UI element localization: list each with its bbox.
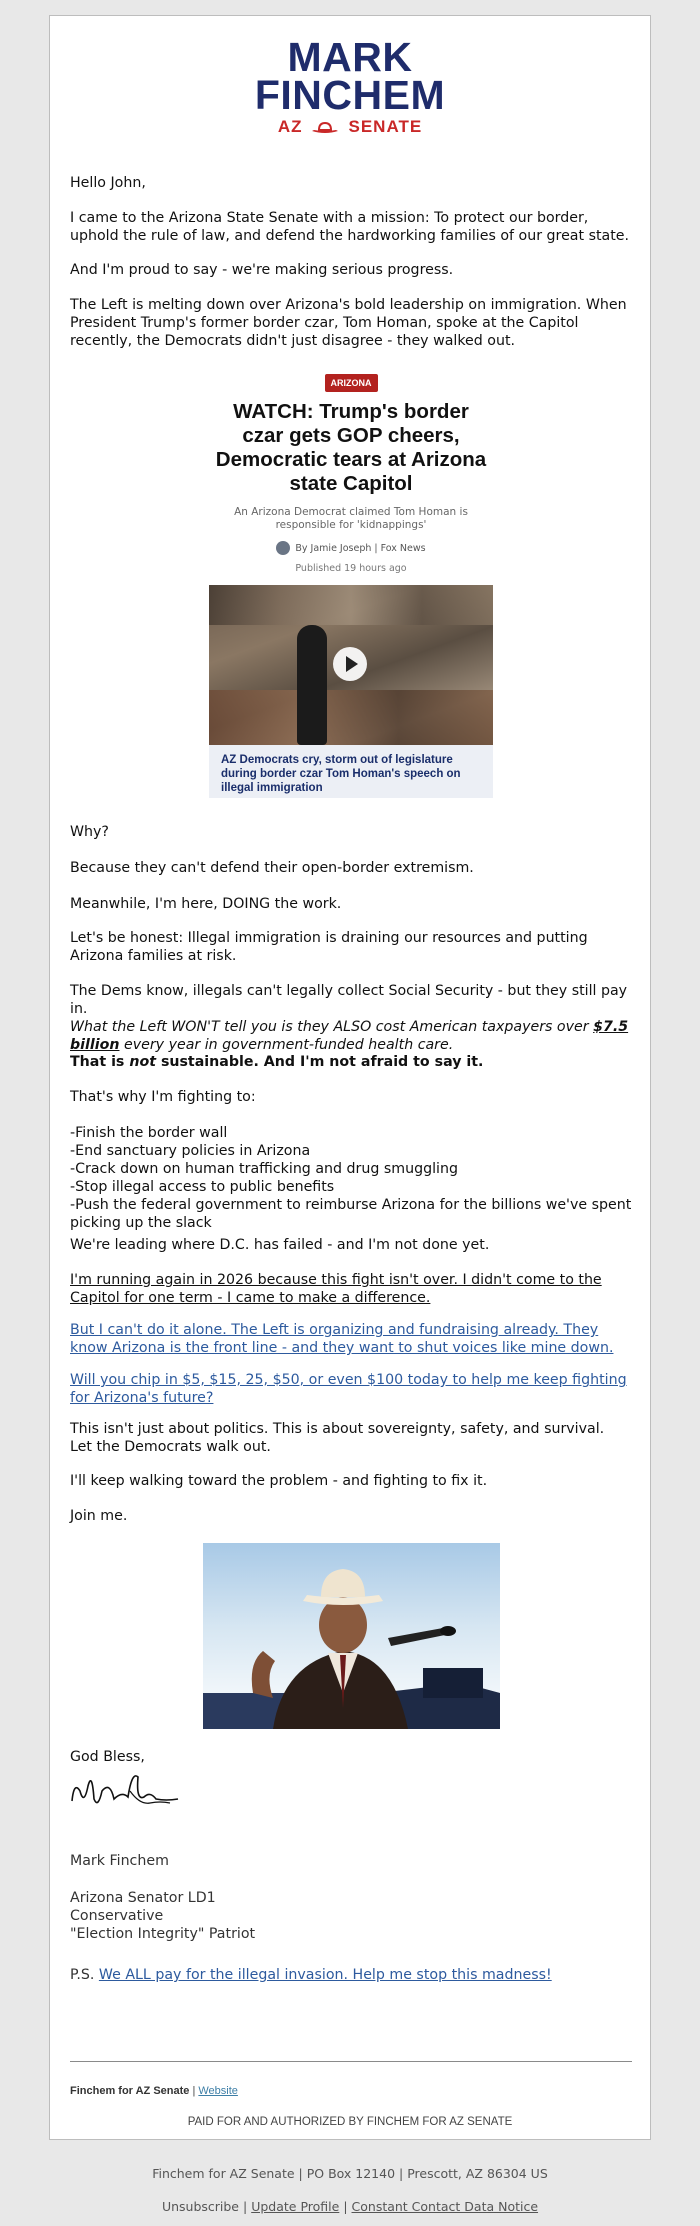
video-caption[interactable]: AZ Democrats cry, storm out of legislature during border czar Tom Homan's speech on illegal immigration xyxy=(209,745,493,798)
not-sustainable-text xyxy=(70,1053,632,1071)
signature-image xyxy=(70,1761,180,1821)
left-wont-text: What the Left WON'T tell you is they ALSO cost American taxpayers over xyxy=(70,1019,589,1035)
play-icon[interactable] xyxy=(333,647,367,681)
email-card xyxy=(49,15,651,2140)
logo-az: AZ xyxy=(277,117,303,136)
video-bg-top xyxy=(209,585,493,625)
video-bg-floor xyxy=(209,690,493,745)
meanwhile-text: Meanwhile, I'm here, DOING the work. xyxy=(70,896,342,912)
why-text: Why? xyxy=(70,824,109,840)
ps-link[interactable]: We ALL pay for the illegal invasion. Help me stop this madness! xyxy=(98,1967,552,1983)
cant-alone-link[interactable]: But I can't do it alone. The Left is organizing and fundraising already. They know Arizona is the front line - and they want to shut voices like mine down. xyxy=(70,1322,614,1356)
footer-org: Finchem for AZ Senate xyxy=(70,2085,190,2097)
footer-divider xyxy=(70,2061,632,2062)
paragraph-left-meltdown: The Left is melting down over Arizona's bold leadership on immigration. When President Trump's former border czar, Tom Homan, spoke at the Capitol recently, the Democrats didn't just disagree - they walked out. xyxy=(70,297,627,349)
paragraph-progress: And I'm proud to say - we're making serious progress. xyxy=(70,262,454,278)
candidate-photo xyxy=(203,1543,500,1729)
list-item: -Finish the border wall xyxy=(70,1125,228,1141)
author-avatar xyxy=(276,541,290,555)
logo-subtitle xyxy=(50,117,650,137)
cost-paragraph xyxy=(70,982,632,1054)
title-line-1: Arizona Senator LD1 xyxy=(70,1890,216,1906)
signature-titles xyxy=(70,1889,632,1943)
title-line-2: Conservative xyxy=(70,1908,164,1924)
article-tag: ARIZONA xyxy=(325,374,378,392)
signature-name: Mark Finchem xyxy=(70,1853,169,1869)
video-figure xyxy=(297,625,327,745)
news-article-card[interactable] xyxy=(210,371,492,574)
leading-text: We're leading where D.C. has failed - and I'm not done yet. xyxy=(70,1237,490,1253)
join-text: Join me. xyxy=(70,1508,128,1524)
greeting: Hello John, xyxy=(70,175,146,191)
left-wont-end-text: every year in government-funded health care. xyxy=(123,1037,454,1053)
update-profile-link[interactable]: Update Profile xyxy=(251,2199,340,2214)
sender-address: Finchem for AZ Senate | PO Box 12140 | Prescott, AZ 86304 US xyxy=(152,2166,548,2181)
list-item: -Push the federal government to reimburse Arizona for the billions we've spent picking up the slack xyxy=(70,1197,632,1231)
footer-bar-2: | xyxy=(343,2199,348,2214)
article-headline[interactable]: WATCH: Trump's border czar gets GOP cheers, Democratic tears at Arizona state Capitol xyxy=(215,400,487,495)
logo-first-name: MARK xyxy=(287,34,413,80)
god-bless-text: God Bless, xyxy=(70,1749,145,1765)
footer-links xyxy=(0,2199,700,2214)
paid-for-disclaimer: PAID FOR AND AUTHORIZED BY FINCHEM FOR AZ SENATE xyxy=(187,2116,513,2128)
campaign-logo xyxy=(50,34,650,137)
dems-know-text: The Dems know, illegals can't legally collect Social Security - but they still pay in. xyxy=(70,983,628,1017)
list-item: -Crack down on human trafficking and drug smuggling xyxy=(70,1161,458,1177)
logo-senate: SENATE xyxy=(348,117,423,136)
video-thumbnail[interactable] xyxy=(209,585,493,745)
data-notice-link[interactable]: Constant Contact Data Notice xyxy=(351,2199,539,2214)
because-text: Because they can't defend their open-border extremism. xyxy=(70,860,474,876)
not-sustainable-b: sustainable. And I'm not afraid to say it. xyxy=(160,1054,484,1070)
candidate-photo-art xyxy=(203,1543,500,1729)
chip-in-link[interactable]: Will you chip in $5, $15, 25, $50, or even $100 today to help me keep fighting for Arizona's future? xyxy=(70,1372,627,1406)
list-item: -End sanctuary policies in Arizona xyxy=(70,1143,311,1159)
footer-bar-1: | xyxy=(243,2199,248,2214)
honest-text: Let's be honest: Illegal immigration is draining our resources and putting Arizona families at risk. xyxy=(70,930,588,964)
logo-last-name: FINCHEM xyxy=(254,72,446,118)
article-published: Published 19 hours ago xyxy=(295,563,407,574)
byline-text: By Jamie Joseph | Fox News xyxy=(295,542,426,554)
politics-line-2: Let the Democrats walk out. xyxy=(70,1439,271,1455)
cowboy-hat-icon xyxy=(310,120,340,134)
politics-text xyxy=(70,1420,632,1456)
fight-list xyxy=(70,1124,632,1232)
fighting-intro: That's why I'm fighting to: xyxy=(70,1089,256,1105)
walking-text: I'll keep walking toward the problem - and fighting to fix it. xyxy=(70,1473,488,1489)
title-line-3: "Election Integrity" Patriot xyxy=(70,1926,256,1942)
article-byline xyxy=(210,541,492,555)
footer-org-line xyxy=(70,2085,238,2097)
footer-website-link[interactable]: Website xyxy=(198,2085,238,2097)
article-subhead: An Arizona Democrat claimed Tom Homan is responsible for 'kidnappings' xyxy=(234,506,468,531)
ps-prefix: P.S. xyxy=(70,1967,95,1983)
paragraph-mission: I came to the Arizona State Senate with a mission: To protect our border, uphold the rule of law, and defend the hardworking families of our great state. xyxy=(70,210,630,244)
running-text: I'm running again in 2026 because this fight isn't over. I didn't come to the Capitol for one term - I came to make a difference. xyxy=(70,1272,602,1306)
not-sustainable-a: That is xyxy=(70,1054,125,1070)
not-word: not xyxy=(129,1054,156,1070)
footer-separator: | xyxy=(192,2085,196,2097)
cost-amount: $7.5 billion xyxy=(70,1019,629,1053)
unsubscribe-link[interactable]: Unsubscribe xyxy=(161,2199,240,2214)
politics-line-1: This isn't just about politics. This is about sovereignty, safety, and survival. xyxy=(70,1421,605,1437)
ps-paragraph xyxy=(70,1966,632,1984)
list-item: -Stop illegal access to public benefits xyxy=(70,1179,335,1195)
